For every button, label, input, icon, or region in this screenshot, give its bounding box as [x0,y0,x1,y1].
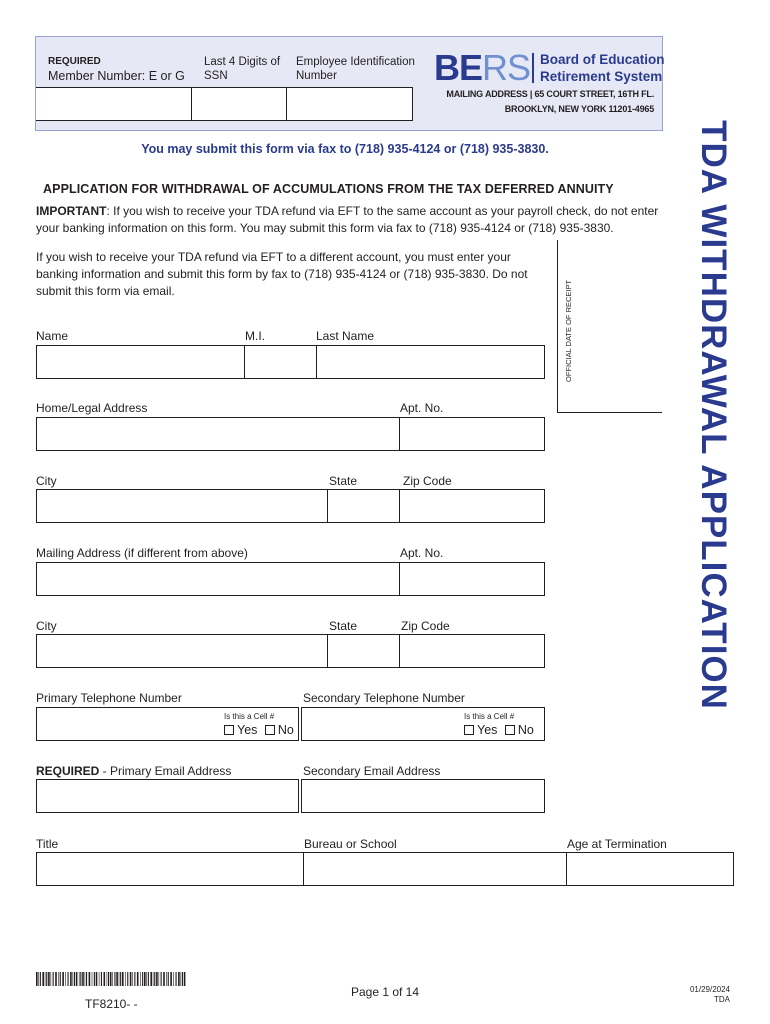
required-label: REQUIRED [48,56,101,67]
mailing-address-input[interactable] [37,563,399,595]
member-number-label: Member Number: E or G [48,69,185,83]
cell-options-2: Yes No [464,723,534,737]
header-panel [35,36,663,131]
yes-checkbox-1[interactable] [224,725,234,735]
city-label-1: City [36,474,57,488]
no-checkbox-2[interactable] [505,725,515,735]
primary-phone-label: Primary Telephone Number [36,691,182,705]
logo-org-name: Board of Education Retirement System [540,52,665,84]
zip-input-1[interactable] [400,490,545,522]
title-row [36,852,734,886]
receipt-label: OFFICIAL DATE OF RECEIPT [564,279,573,382]
bers-logo [434,47,665,89]
city-label-2: City [36,619,57,633]
employee-id-input[interactable] [287,88,412,120]
apt-label-2: Apt. No. [400,546,444,560]
primary-email-input[interactable] [36,779,299,813]
title-label: Title [36,837,59,851]
age-input[interactable] [567,853,734,885]
age-label: Age at Termination [567,837,667,851]
city-input-1[interactable] [37,490,327,522]
mailing-address-line2: BROOKLYN, NEW YORK 11201-4965 [504,104,654,114]
logo-wordmark: BERS [434,47,531,88]
apt-input-2[interactable] [400,563,545,595]
mailing-address-label: Mailing Address (if different from above) [36,546,248,560]
state-label-2: State [329,619,358,633]
home-address-input[interactable] [37,418,399,450]
secondary-phone-label: Secondary Telephone Number [303,691,465,705]
bureau-input[interactable] [304,853,566,885]
primary-email-label: REQUIRED - Primary Email Address [36,764,232,778]
city-row-2 [36,634,545,668]
cell-question-2: Is this a Cell # [464,712,515,721]
barcode [36,972,188,986]
title-input[interactable] [37,853,303,885]
state-input-1[interactable] [328,490,399,522]
ssn-input[interactable] [192,88,286,120]
name-label: Name [36,329,69,343]
zip-label-1: Zip Code [403,474,452,488]
apt-input-1[interactable] [400,418,545,450]
vertical-title: TDA WITHDRAWAL APPLICATION [694,120,733,710]
last-name-label: Last Name [316,329,375,343]
bureau-label: Bureau or School [304,837,397,851]
eft-instructions: If you wish to receive your TDA refund via EFT to a different account, you must enter your banking information and submit this form by fax to (718) 935-4124 or (718) 935-3830. Do not submit this form via email. [36,250,528,298]
state-input-2[interactable] [328,635,399,667]
form-title: APPLICATION FOR WITHDRAWAL OF ACCUMULATIONS FROM THE TAX DEFERRED ANNUITY [43,182,614,196]
ssn-label: Last 4 Digits of SSN [204,56,281,82]
secondary-email-input[interactable] [301,779,545,813]
page-number: Page 1 of 14 [350,985,420,999]
zip-input-2[interactable] [400,635,545,667]
last-name-input[interactable] [317,346,545,378]
state-label-1: State [329,474,358,488]
city-row-1 [36,489,545,523]
employee-id-label: Employee Identification Number [296,56,415,82]
revision-date: 01/29/2024 TDA [689,985,730,1004]
name-row [36,345,545,379]
city-input-2[interactable] [37,635,327,667]
cell-question-1: Is this a Cell # [224,712,275,721]
mi-input[interactable] [245,346,316,378]
apt-label-1: Apt. No. [400,401,444,415]
name-input[interactable] [37,346,244,378]
important-notice: IMPORTANT: If you wish to receive your TDA refund via EFT to the same account as your payroll check, do not enter your banking information on this form. You may submit this form via fax to (718) 935-4124 or (718) 935-3830. [36,204,659,235]
mailing-address-row [36,562,545,596]
yes-checkbox-2[interactable] [464,725,474,735]
mailing-address-line1: MAILING ADDRESS | 65 COURT STREET, 16TH FL. [446,89,654,99]
home-address-row [36,417,545,451]
secondary-email-label: Secondary Email Address [303,764,441,778]
member-number-input[interactable] [36,88,191,120]
fax-banner: You may submit this form via fax to (718) 935-4124 or (718) 935-3830. [141,142,549,156]
header-input-row [36,87,413,121]
home-address-label: Home/Legal Address [36,401,148,415]
zip-label-2: Zip Code [401,619,450,633]
mi-label: M.I. [245,329,265,343]
cell-options-1: Yes No [224,723,294,737]
form-code: TF8210- - [85,997,138,1011]
no-checkbox-1[interactable] [265,725,275,735]
